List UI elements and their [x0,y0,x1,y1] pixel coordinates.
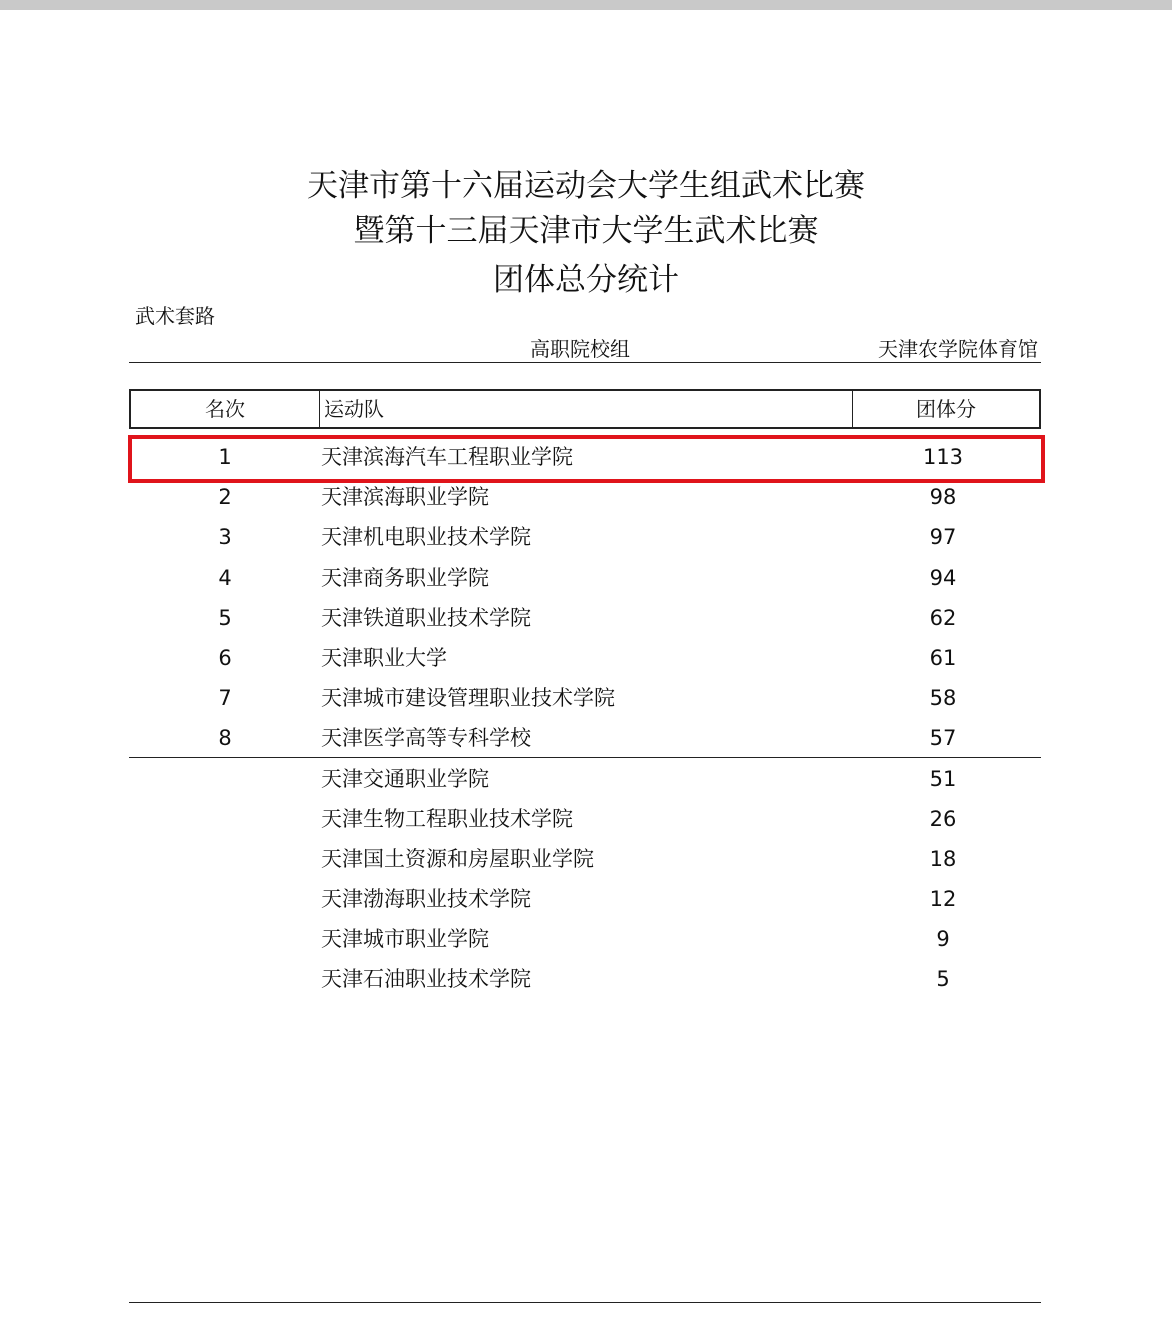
table-row [129,718,1041,758]
table-row [129,598,1041,638]
rank-cell: 4 [218,565,232,590]
score-cell: 62 [929,605,957,630]
score-cell: 113 [922,445,964,469]
table-row [129,759,1041,799]
table-row [129,959,1041,999]
rank-cell: 6 [218,645,232,670]
rank-cell [129,839,321,879]
score-cell: 26 [929,806,957,831]
table-row [129,477,1041,517]
table-row [129,919,1041,959]
table-row [129,839,1041,879]
divider-top [129,362,1041,363]
team-cell: 天津医学高等专科学校 [321,726,531,751]
team-cell: 天津铁道职业技术学院 [321,605,531,630]
score-cell: 97 [929,525,957,550]
table-row [129,437,1041,477]
table-row [129,879,1041,919]
team-cell: 天津国土资源和房屋职业学院 [321,846,594,871]
team-cell: 天津滨海汽车工程职业学院 [321,445,573,469]
title-line-2: 暨第十三届天津市大学生武术比赛 [353,213,819,249]
team-cell: 天津城市建设管理职业技术学院 [321,686,615,711]
score-cell: 57 [929,726,957,751]
score-cell: 12 [929,887,957,912]
team-cell: 天津机电职业技术学院 [321,525,531,550]
event-category: 武术套路 [135,304,215,328]
rank-cell [129,919,321,959]
rank-cell [129,759,321,799]
table-header [129,389,1041,429]
team-cell: 天津生物工程职业技术学院 [321,806,573,831]
top-gray-bar [0,0,1172,10]
table-row [129,638,1041,678]
score-cell: 5 [936,967,950,992]
rank-cell: 8 [218,726,232,751]
score-cell: 51 [929,766,957,791]
rank-cell: 7 [218,686,232,711]
team-cell: 天津滨海职业学院 [321,485,489,510]
score-cell: 94 [929,565,957,590]
divider-bottom [129,1302,1041,1303]
team-cell: 天津商务职业学院 [321,565,489,590]
table-row [129,558,1041,598]
table-row [129,517,1041,557]
header-score: 团体分 [916,397,976,421]
venue-label: 天津农学院体育馆 [878,337,1038,361]
score-cell: 58 [929,686,957,711]
team-cell: 天津交通职业学院 [321,766,489,791]
table-row [129,678,1041,718]
score-cell: 9 [936,927,950,952]
table-row [129,799,1041,839]
score-cell: 98 [929,485,957,510]
header-rank: 名次 [131,391,320,427]
rank-cell [129,799,321,839]
header-team: 运动队 [320,391,853,427]
team-cell: 天津职业大学 [321,645,447,670]
score-cell: 61 [929,645,957,670]
rank-cell: 1 [218,445,232,469]
team-cell: 天津渤海职业技术学院 [321,887,531,912]
team-cell: 天津石油职业技术学院 [321,967,531,992]
results-table-body [129,437,1041,1000]
rank-cell: 2 [218,485,232,510]
team-cell: 天津城市职业学院 [321,927,489,952]
title-line-1: 天津市第十六届运动会大学生组武术比赛 [307,168,865,204]
rank-cell: 5 [218,605,232,630]
rank-cell [129,959,321,999]
score-cell: 18 [929,846,957,871]
rank-cell: 3 [218,525,232,550]
rank-cell [129,879,321,919]
group-label: 高职院校组 [530,337,630,361]
divider-ranked-cutoff [129,757,1041,758]
title-line-3: 团体总分统计 [493,262,679,298]
